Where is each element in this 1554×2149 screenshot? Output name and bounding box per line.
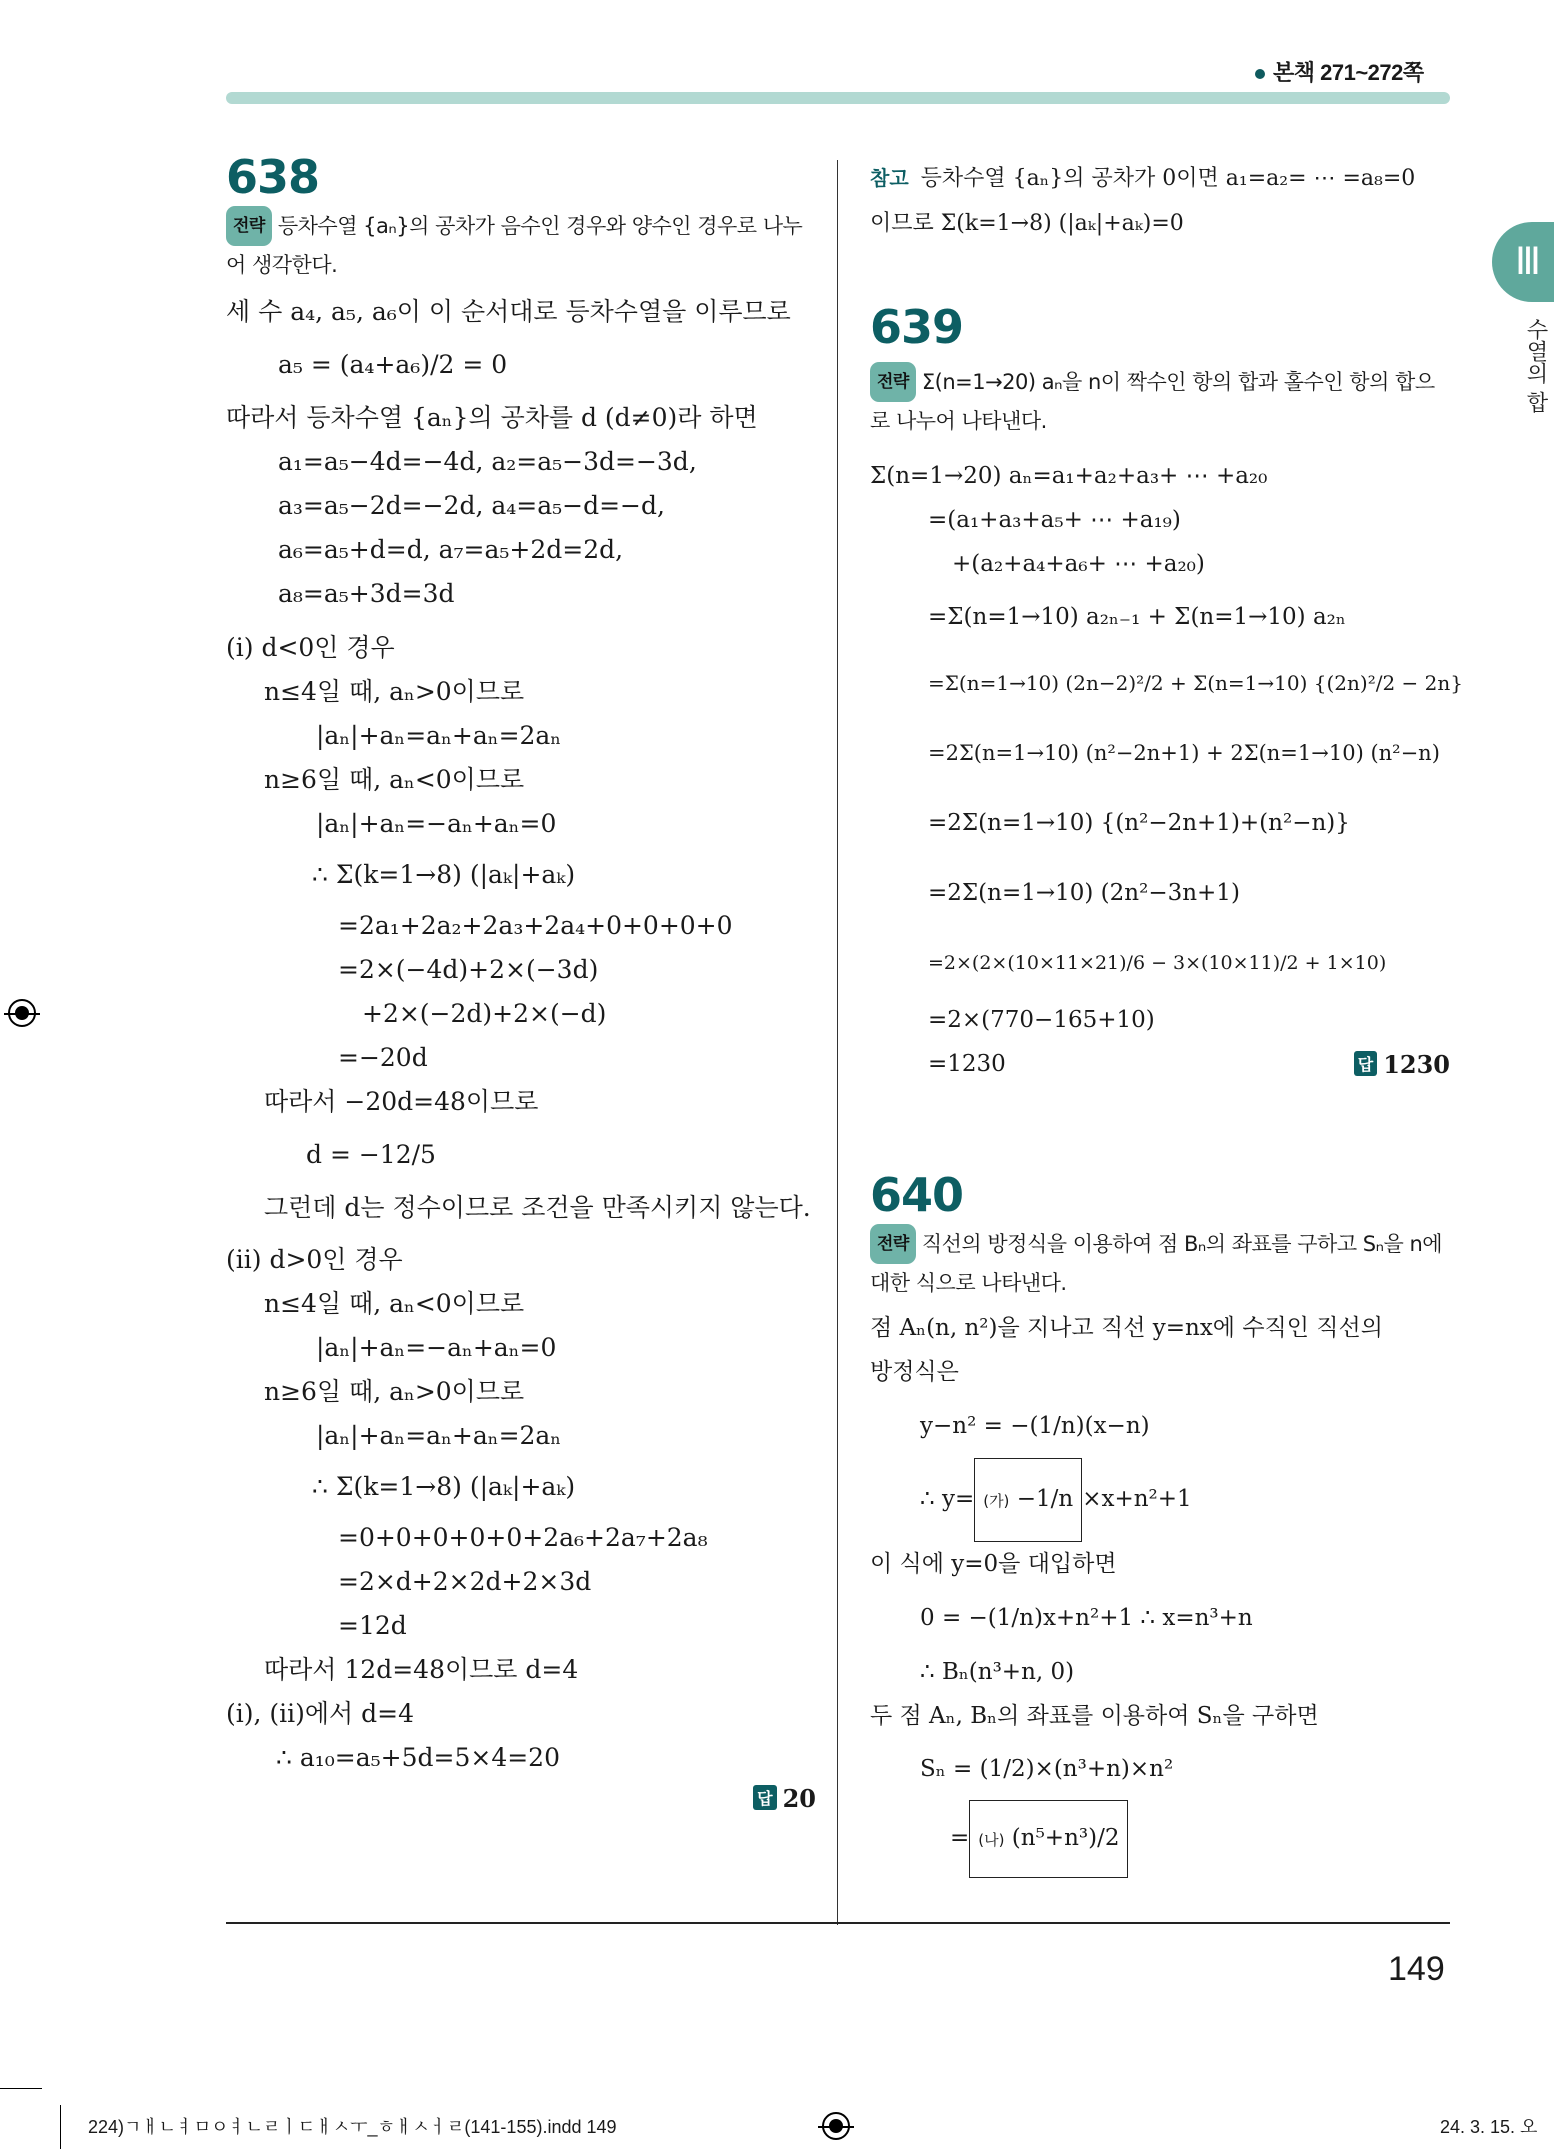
footer-filename: 224)ㄱㅐㄴㅕㅁㅇㅕㄴㄹㅣㄷㅐㅅㅜ_ㅎㅐㅅㅓㄹ(141-155).indd 149 xyxy=(88,2117,617,2137)
note-line: 이므로 Σ(k=1→8) (|aₖ|+aₖ)=0 xyxy=(870,211,1184,236)
blank-na xyxy=(969,1800,1128,1878)
strategy-badge: 전략 xyxy=(226,206,272,246)
solution-line: n≥6일 때, aₙ>0이므로 xyxy=(264,1377,525,1406)
solution-line: 그런데 d는 정수이므로 조건을 만족시키지 않는다. xyxy=(264,1193,811,1222)
solution-line: d = −12/5 xyxy=(306,1140,436,1169)
strategy xyxy=(226,206,816,284)
solution-line: n≤4일 때, aₙ<0이므로 xyxy=(264,1289,525,1318)
solution-line: 두 점 Aₙ, Bₙ의 좌표를 이용하여 Sₙ을 구하면 xyxy=(870,1703,1319,1729)
blank-ga-label: (가) xyxy=(983,1492,1010,1510)
solution-line: |aₙ|+aₙ=−aₙ+aₙ=0 xyxy=(316,1333,557,1362)
answer xyxy=(1354,1050,1450,1079)
solution-line: =2×(2×(10×11×21)/6 − 3×(10×11)/2 + 1×10) xyxy=(928,952,1387,974)
solution-line: 방정식은 xyxy=(870,1359,959,1385)
solution-line: 이 식에 y=0을 대입하면 xyxy=(870,1551,1117,1577)
answer-label: 답 xyxy=(753,1785,776,1810)
solution-line: a₈=a₅+3d=3d xyxy=(278,579,455,608)
bottom-rule xyxy=(226,1922,1450,1924)
solution-line: +2×(−2d)+2×(−d) xyxy=(362,999,607,1028)
strategy-badge: 전략 xyxy=(870,362,916,402)
solution-line: +(a₂+a₄+a₆+ ⋯ +a₂₀) xyxy=(952,551,1205,577)
solution-line: 따라서 −20d=48이므로 xyxy=(264,1087,539,1116)
header-bar xyxy=(226,92,1450,104)
column-divider xyxy=(837,160,838,1925)
blank-ga xyxy=(974,1458,1082,1542)
solution-line: |aₙ|+aₙ=−aₙ+aₙ=0 xyxy=(316,809,557,838)
solution-line: 세 수 a₄, a₅, a₆이 이 순서대로 등차수열을 이루므로 xyxy=(226,297,791,326)
answer-value: 1230 xyxy=(1383,1049,1450,1079)
registration-mark-icon xyxy=(8,999,36,1027)
solution-line: 따라서 등차수열 {aₙ}의 공차를 d (d≠0)라 하면 xyxy=(226,403,758,432)
solution-line: a₁=a₅−4d=−4d, a₂=a₅−3d=−3d, xyxy=(278,447,697,476)
chapter-label: 수열의 합 xyxy=(1523,318,1548,413)
chapter-numeral: Ⅲ xyxy=(1514,241,1542,283)
solution-line: =2×(770−165+10) xyxy=(928,1007,1155,1033)
strategy-text: 직선의 방정식을 이용하여 점 Bₙ의 좌표를 구하고 Sₙ을 n에 대한 식으로 나타낸다. xyxy=(870,1232,1443,1295)
solution-line: 따라서 12d=48이므로 d=4 xyxy=(264,1655,579,1684)
case-heading: (ii) d>0인 경우 xyxy=(226,1245,403,1274)
case-heading: (i) d<0인 경우 xyxy=(226,633,395,662)
registration-mark-icon xyxy=(822,2112,850,2140)
note-638 xyxy=(870,158,1450,249)
page-number: 149 xyxy=(1388,1950,1445,1988)
solution-line: ∴ y= (가) −1/n ×x+n²+1 xyxy=(870,1458,1450,1542)
solution-line: (i), (ii)에서 d=4 xyxy=(226,1699,414,1728)
solution-line: ∴ Σ(k=1→8) (|aₖ|+aₖ) xyxy=(312,860,576,889)
final-row xyxy=(870,1042,1450,1086)
bullet-dot-icon xyxy=(1255,69,1265,79)
solution-line: =2a₁+2a₂+2a₃+2a₄+0+0+0+0 xyxy=(338,911,733,940)
crop-mark xyxy=(60,2105,61,2149)
solution-line: =2Σ(n=1→10) (2n²−3n+1) xyxy=(928,880,1240,906)
problem-639 xyxy=(870,300,1463,1086)
solution-line: 점 Aₙ(n, n²)을 지나고 직선 y=nx에 수직인 직선의 xyxy=(870,1315,1383,1341)
answer-value: 20 xyxy=(782,1784,816,1813)
problem-640 xyxy=(870,1168,1450,1878)
solution-line: =2Σ(n=1→10) (n²−2n+1) + 2Σ(n=1→10) (n²−n) xyxy=(928,741,1440,765)
book-reference-text: 본책 271~272쪽 xyxy=(1273,60,1424,85)
solution-line: =0+0+0+0+0+2a₆+2a₇+2a₈ xyxy=(338,1523,708,1552)
solution-line: =2Σ(n=1→10) {(n²−2n+1)+(n²−n)} xyxy=(928,810,1350,836)
answer xyxy=(226,1784,816,1813)
problem-number: 640 xyxy=(870,1168,964,1222)
solution-line: =2×(−4d)+2×(−3d) xyxy=(338,955,599,984)
crop-mark xyxy=(0,2088,42,2089)
problem-number: 639 xyxy=(870,300,964,354)
solution-line: a₅ = (a₄+a₆)/2 = 0 xyxy=(278,350,508,379)
solution-line: 0 = −(1/n)x+n²+1 ∴ x=n³+n xyxy=(920,1605,1253,1631)
blank-na-value: (n⁵+n³)/2 xyxy=(1011,1825,1120,1851)
solution-line: n≤4일 때, aₙ>0이므로 xyxy=(264,677,525,706)
solution-line: ∴ Σ(k=1→8) (|aₖ|+aₖ) xyxy=(312,1472,576,1501)
problem-638 xyxy=(226,150,816,1813)
book-reference xyxy=(1255,56,1424,87)
solution-line: |aₙ|+aₙ=aₙ+aₙ=2aₙ xyxy=(316,721,562,750)
blank-na-label: (나) xyxy=(978,1831,1005,1849)
solution-line: |aₙ|+aₙ=aₙ+aₙ=2aₙ xyxy=(316,1421,562,1450)
solution-line: ∴ Bₙ(n³+n, 0) xyxy=(920,1659,1075,1685)
footer-date: 24. 3. 15. 오 xyxy=(1440,2117,1538,2137)
problem-number: 638 xyxy=(226,150,320,204)
solution-line: =Σ(n=1→10) (2n−2)²/2 + Σ(n=1→10) {(2n)²/2 − 2n} xyxy=(928,671,1463,695)
solution-line: ∴ a₁₀=a₅+5d=5×4=20 xyxy=(276,1743,560,1772)
solution-line: = (나) (n⁵+n³)/2 xyxy=(870,1800,1450,1878)
solution-line: Sₙ = (1/2)×(n³+n)×n² xyxy=(920,1756,1174,1782)
solution-line: n≥6일 때, aₙ<0이므로 xyxy=(264,765,525,794)
solution-line: y−n² = −(1/n)(x−n) xyxy=(920,1413,1150,1439)
strategy-text: 등차수열 {aₙ}의 공차가 음수인 경우와 양수인 경우로 나누어 생각한다. xyxy=(226,214,803,277)
note-label: 참고 xyxy=(870,166,909,190)
note-line xyxy=(870,158,1450,199)
strategy-text: Σ(n=1→20) aₙ을 n이 짝수인 항의 합과 홀수인 항의 합으로 나누어 나타낸다. xyxy=(870,370,1435,433)
chapter-tab xyxy=(1492,222,1554,302)
solution-line: =−20d xyxy=(338,1043,428,1072)
solution-line: =12d xyxy=(338,1611,407,1640)
solution-line: =1230 xyxy=(928,1051,1006,1077)
strategy-badge: 전략 xyxy=(870,1224,916,1264)
strategy xyxy=(870,362,1450,440)
solution-line: =Σ(n=1→10) a₂ₙ₋₁ + Σ(n=1→10) a₂ₙ xyxy=(928,604,1346,630)
solution-line: a₆=a₅+d=d, a₇=a₅+2d=2d, xyxy=(278,535,624,564)
solution-line: =2×d+2×2d+2×3d xyxy=(338,1567,592,1596)
solution-line: =(a₁+a₃+a₅+ ⋯ +a₁₉) xyxy=(928,507,1181,533)
blank-ga-value: −1/n xyxy=(1016,1486,1074,1512)
strategy xyxy=(870,1224,1450,1302)
solution-line: a₃=a₅−2d=−2d, a₄=a₅−d=−d, xyxy=(278,491,665,520)
note-text: 등차수열 {aₙ}의 공차가 0이면 a₁=a₂= ⋯ =a₈=0 xyxy=(920,166,1416,191)
solution-line: Σ(n=1→20) aₙ=a₁+a₂+a₃+ ⋯ +a₂₀ xyxy=(870,463,1268,489)
answer-label: 답 xyxy=(1354,1051,1377,1076)
